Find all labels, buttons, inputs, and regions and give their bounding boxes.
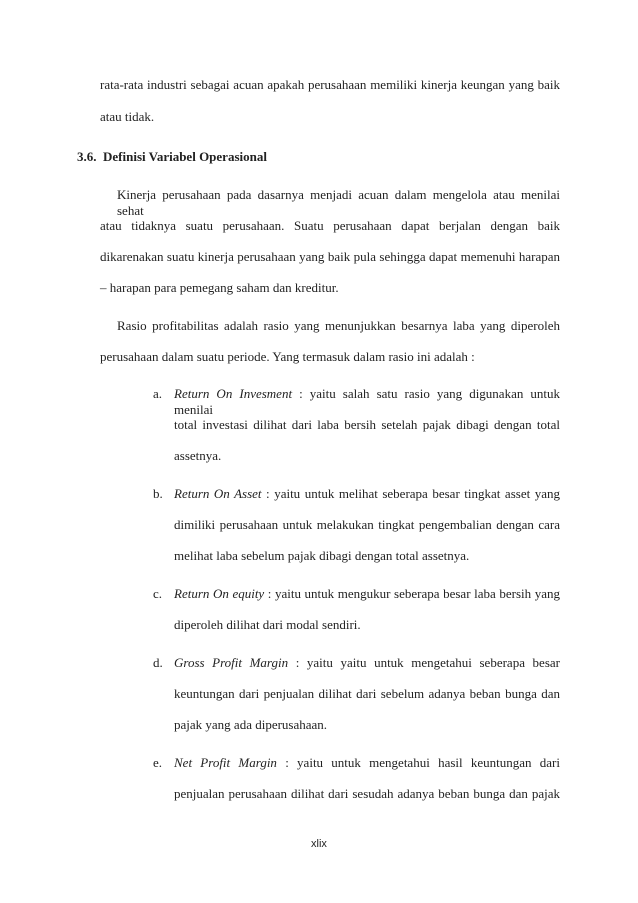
list-item-term: Return On Asset (174, 486, 262, 501)
continuation-line: rata-rata industri sebagai acuan apakah perusahaan memiliki kinerja keungan yang baik (100, 77, 560, 92)
list-marker: e. (153, 755, 163, 770)
list-item-line (174, 486, 560, 502)
list-item-text: : yaitu salah satu rasio yang digunakan untuk menilai (174, 386, 560, 417)
list-item-text: : yaitu untuk mengukur seberapa besar laba bersih yang (264, 586, 560, 601)
list-item-term: Return On Invesment (174, 386, 293, 401)
list-item-term: Gross Profit Margin (174, 655, 289, 670)
page-number: xlix (311, 838, 327, 850)
list-item-term: Return On equity (174, 586, 265, 601)
list-item-line: penjualan perusahaan dilihat dari sesudah adanya beban bunga dan pajak (174, 786, 560, 801)
list-item-line: assetnya. (174, 448, 222, 463)
list-item-line (174, 755, 560, 771)
paragraph-line: perusahaan dalam suatu periode. Yang termasuk dalam rasio ini adalah : (100, 349, 475, 364)
list-item-line (174, 386, 560, 418)
list-item-line: dimiliki perusahaan untuk melakukan tingkat pengembalian dengan cara (174, 517, 560, 532)
paragraph-line: dikarenakan suatu kinerja perusahaan yang baik pula sehingga dapat memenuhi harapan (100, 249, 560, 264)
list-item-line: melihat laba sebelum pajak dibagi dengan total assetnya. (174, 548, 470, 563)
list-item-text: : yaitu untuk mengetahui hasil keuntungan dari (276, 755, 560, 770)
list-marker: a. (153, 386, 163, 401)
list-item-line: pajak yang ada diperusahaan. (174, 717, 328, 732)
section-number: 3.6. (77, 149, 97, 164)
list-item-line: diperoleh dilihat dari modal sendiri. (174, 617, 361, 632)
list-marker: b. (153, 486, 163, 501)
list-marker: c. (153, 586, 163, 601)
list-item-line: keuntungan dari penjualan dilihat dari sebelum adanya beban bunga dan (174, 686, 560, 701)
list-item-term: Net Profit Margin (174, 755, 277, 770)
list-item-line: total investasi dilihat dari laba bersih setelah pajak dibagi dengan total (174, 417, 560, 432)
list-item-text: : yaitu untuk melihat seberapa besar tingkat asset yang (261, 486, 560, 501)
paragraph-line: Kinerja perusahaan pada dasarnya menjadi acuan dalam mengelola atau menilai sehat (117, 187, 560, 218)
list-item-line (174, 586, 560, 602)
list-item-text: : yaitu yaitu untuk mengetahui seberapa besar (288, 655, 560, 670)
paragraph-line: – harapan para pemegang saham dan kreditur. (100, 280, 339, 295)
continuation-line: atau tidak. (100, 109, 155, 124)
section-title: Definisi Variabel Operasional (103, 149, 267, 164)
list-marker: d. (153, 655, 163, 670)
paragraph-line: Rasio profitabilitas adalah rasio yang menunjukkan besarnya laba yang diperoleh (117, 318, 560, 333)
paragraph-line: atau tidaknya suatu perusahaan. Suatu perusahaan dapat berjalan dengan baik (100, 218, 560, 233)
list-item-line (174, 655, 560, 671)
section-heading (77, 149, 267, 165)
